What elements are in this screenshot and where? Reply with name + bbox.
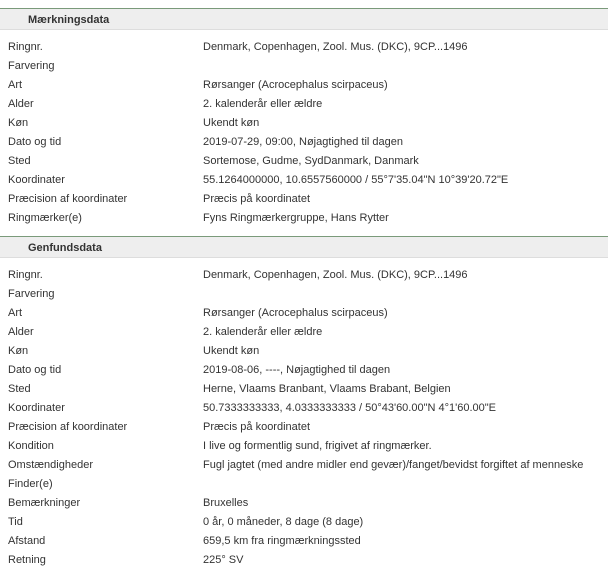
marking-row-sted <box>0 152 608 171</box>
row-value: 2. kalenderår eller ældre <box>203 98 323 110</box>
recovery-row-sted <box>0 380 608 399</box>
row-label: Præcision af koordinater <box>8 421 128 433</box>
row-value: Denmark, Copenhagen, Zool. Mus. (DKC), 9CP...1496 <box>203 41 468 53</box>
row-label: Præcision af koordinater <box>8 193 128 205</box>
row-value: Bruxelles <box>203 497 249 509</box>
row-label: Afstand <box>8 535 46 547</box>
row-value: Herne, Vlaams Branbant, Vlaams Brabant, Belgien <box>203 383 451 395</box>
marking-rows <box>0 30 608 228</box>
marking-row-ringnr <box>0 38 608 57</box>
recovery-row-dato <box>0 361 608 380</box>
row-value: 2019-07-29, 09:00, Nøjagtighed til dagen <box>203 136 403 148</box>
marking-row-farvering <box>0 57 608 76</box>
row-value: 659,5 km fra ringmærkningssted <box>203 535 361 547</box>
recovery-rows <box>0 258 608 570</box>
row-value: Denmark, Copenhagen, Zool. Mus. (DKC), 9CP...1496 <box>203 269 468 281</box>
row-label: Art <box>8 307 23 319</box>
recovery-row-koordinater <box>0 399 608 418</box>
row-label: Ringnr. <box>8 269 43 281</box>
recovery-section <box>0 236 608 570</box>
row-label: Koordinater <box>8 402 65 414</box>
row-label: Køn <box>8 345 29 357</box>
row-label: Farvering <box>8 60 55 72</box>
row-value: Ukendt køn <box>203 345 260 357</box>
recovery-row-farvering <box>0 285 608 304</box>
marking-row-koordinater <box>0 171 608 190</box>
row-label: Omstændigheder <box>8 459 93 471</box>
marking-section-title: Mærkningsdata <box>0 8 608 30</box>
marking-row-alder <box>0 95 608 114</box>
row-label: Tid <box>8 516 23 528</box>
row-label: Finder(e) <box>8 478 53 490</box>
row-label: Farvering <box>8 288 55 300</box>
row-value: Præcis på koordinatet <box>203 193 310 205</box>
row-value: 50.7333333333, 4.0333333333 / 50°43'60.00"N 4°1'60.00"E <box>203 402 497 414</box>
recovery-section-title: Genfundsdata <box>0 236 608 258</box>
row-label: Dato og tid <box>8 136 62 148</box>
row-value: Fyns Ringmærkergruppe, Hans Rytter <box>203 212 389 224</box>
row-label: Dato og tid <box>8 364 62 376</box>
marking-section <box>0 8 608 228</box>
row-label: Køn <box>8 117 29 129</box>
row-value: Rørsanger (Acrocephalus scirpaceus) <box>203 307 388 319</box>
row-label: Alder <box>8 98 34 110</box>
marking-row-dato <box>0 133 608 152</box>
row-value: Rørsanger (Acrocephalus scirpaceus) <box>203 79 388 91</box>
row-label: Sted <box>8 155 31 167</box>
recovery-row-afstand <box>0 532 608 551</box>
row-label: Art <box>8 79 23 91</box>
row-label: Bemærkninger <box>8 497 81 509</box>
row-label: Ringnr. <box>8 41 43 53</box>
row-value: 225° SV <box>203 554 244 566</box>
row-value: 2019-08-06, ----, Nøjagtighed til dagen <box>203 364 391 376</box>
marking-row-koen <box>0 114 608 133</box>
recovery-row-kondition <box>0 437 608 456</box>
row-value <box>203 57 608 76</box>
recovery-row-finder <box>0 475 608 494</box>
recovery-row-praecision <box>0 418 608 437</box>
recovery-row-koen <box>0 342 608 361</box>
recovery-row-ringnr <box>0 266 608 285</box>
row-label: Sted <box>8 383 31 395</box>
row-label: Retning <box>8 554 46 566</box>
marking-row-art <box>0 76 608 95</box>
row-value <box>203 285 608 304</box>
row-value: Sortemose, Gudme, SydDanmark, Danmark <box>203 155 419 167</box>
marking-row-praecision <box>0 190 608 209</box>
row-value: Fugl jagtet (med andre midler end gevær)/fanget/bevidst forgiftet af menneske <box>203 459 584 471</box>
marking-row-ringmaerker <box>0 209 608 228</box>
recovery-row-tid <box>0 513 608 532</box>
row-value: 0 år, 0 måneder, 8 dage (8 dage) <box>203 516 364 528</box>
row-value: Præcis på koordinatet <box>203 421 310 433</box>
row-value: I live og formentlig sund, frigivet af ringmærker. <box>203 440 432 452</box>
recovery-row-alder <box>0 323 608 342</box>
row-label: Kondition <box>8 440 54 452</box>
recovery-row-omstaendigheder <box>0 456 608 475</box>
row-label: Koordinater <box>8 174 65 186</box>
recovery-row-art <box>0 304 608 323</box>
recovery-row-bemaerkninger <box>0 494 608 513</box>
row-value: 55.1264000000, 10.6557560000 / 55°7'35.04"N 10°39'20.72"E <box>203 174 509 186</box>
row-label: Alder <box>8 326 34 338</box>
row-value: 2. kalenderår eller ældre <box>203 326 323 338</box>
row-value <box>203 475 608 494</box>
row-label: Ringmærker(e) <box>8 212 82 224</box>
recovery-row-retning <box>0 551 608 570</box>
row-value: Ukendt køn <box>203 117 260 129</box>
